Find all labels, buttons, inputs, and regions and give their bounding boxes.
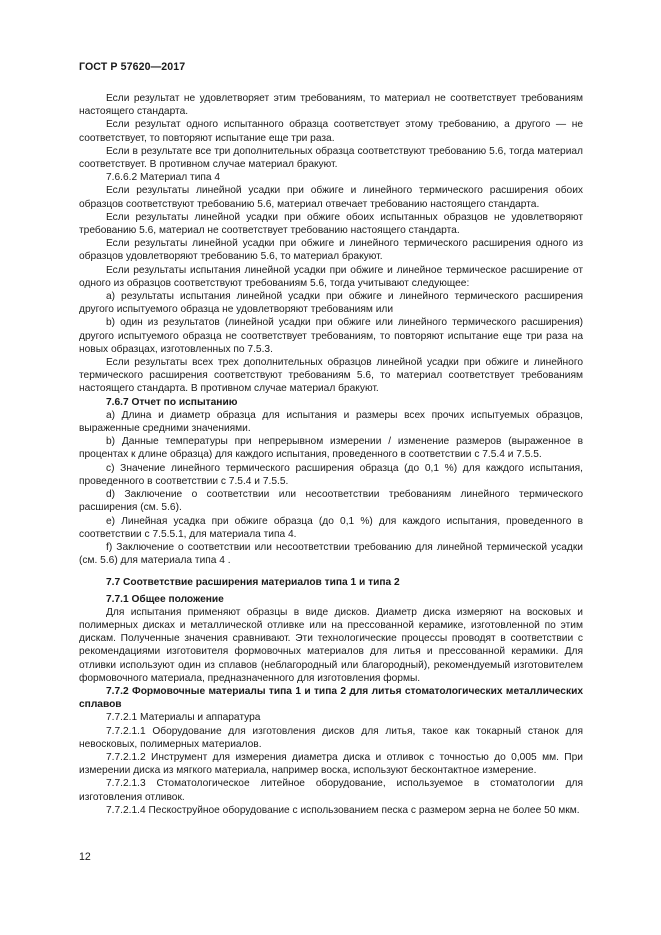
paragraph: Если в результате все три дополнительных образца соответствуют требованию 5.6, тогда материал соответствует. В противном случае материал бракуют.: [79, 145, 583, 171]
section-heading: 7.7.2 Формовочные материалы типа 1 и типа 2 для литья стоматологических металлических сплавов: [79, 685, 583, 711]
section-heading: 7.6.7 Отчет по испытанию: [106, 396, 238, 408]
section-heading: 7.7.1 Общее положение: [106, 593, 224, 605]
subsection-heading: 7.6.6.2 Материал типа 4: [106, 172, 221, 184]
paragraph: 7.7.2.1.4 Пескоструйное оборудование с использованием песка с размером зерна не более 50 мкм.: [106, 804, 580, 816]
document-header: ГОСТ Р 57620—2017: [79, 61, 186, 73]
list-item: b) Данные температуры при непрерывном измерении / изменение размеров (выраженное в процентах к длине образца) для каждого испытания, проведенного в соответствии с 7.5.4 и 7.5.5.: [79, 436, 583, 461]
list-item: e) Линейная усадка при обжиге образца (до 0,1 %) для каждого испытания, проведенного в соответствии с 7.5.5.1, для материала типа 4.: [79, 515, 583, 540]
paragraph: Если результат одного испытанного образца соответствует этому требованию, а другого — не соответствует, то повторяют испытание еще три раза.: [79, 119, 583, 144]
section-heading: 7.7 Соответствие расширения материалов типа 1 и типа 2: [106, 577, 400, 589]
paragraph: Если результат не удовлетворяет этим требованиям, то материал не соответствует требованиям настоящего стандарта.: [79, 93, 583, 118]
document-body: [79, 92, 583, 817]
paragraph: Если результаты всех трех дополнительных образцов линейной усадки при обжиге и линейного термического расширения соответствуют требованиям 5.6, то материал соответствует требованиям настоящего стандарта. В противном случае материал бракуют.: [79, 357, 583, 395]
paragraph: 7.7.2.1.1 Оборудование для изготовления дисков для литья, такое как токарный станок для невосковых, полимерных материалов.: [79, 725, 583, 750]
paragraph: Если результаты линейной усадки при обжиге обоих испытанных образцов не удовлетворяют требованию 5.6, материал не соответствует требованию настоящего стандарта.: [79, 211, 583, 237]
paragraph: 7.7.2.1.3 Стоматологическое литейное оборудование, используемое в стоматологии для изготовления отливок.: [79, 778, 583, 803]
page-number: 12: [79, 851, 91, 863]
list-item: d) Заключение о соответствии или несоответствии требованиям линейного термического расширения (см. 5.6).: [79, 489, 583, 514]
paragraph: Если результаты линейной усадки при обжиге и линейного термического расширения одного из образцов удовлетворяют требованию 5.6, то материал бракуют.: [79, 238, 583, 263]
list-item: f) Заключение о соответствии или несоответствии требованию для линейной термической усадки (см. 5.6) для материала типа 4 .: [79, 541, 583, 567]
paragraph: Если результаты линейной усадки при обжиге и линейного термического расширения обоих образцов соответствуют требованию 5.6, материал отвечает требованию настоящего стандарта.: [79, 185, 583, 210]
list-item: а) результаты испытания линейной усадки при обжиге и линейного термического расширения другого испытуемого образца не удовлетворяют требованиям или: [79, 291, 583, 316]
list-item: b) один из результатов (линейной усадки при обжиге или линейного термического расширения) другого испытуемого образца не соответствует требованиям, то повторяют испытание еще три раза на новых образцах, изготовленных по 7.5.3.: [79, 317, 583, 355]
paragraph: Если результаты испытания линейной усадки при обжиге и линейное термическое расширение от одного из образцов соответствуют требованиям 5.6, тогда учитывают следующее:: [79, 264, 583, 289]
list-item: c) Значение линейного термического расширения образца (до 0,1 %) для каждого испытания, проведенного в соответствии с 7.5.4 и 7.5.5.: [79, 462, 583, 487]
subsection-heading: 7.7.2.1 Материалы и аппаратура: [106, 712, 261, 724]
paragraph: 7.7.2.1.2 Инструмент для измерения диаметра диска и отливок с точностью до 0,005 мм. При измерении диска из мягкого материала, например воска, используют бесконтактное измерение.: [79, 751, 583, 777]
paragraph: Для испытания применяют образцы в виде дисков. Диаметр диска измеряют на восковых и полимерных дисках и металлической отливке или на прессованной керамике, изготовленной по этим дискам. Полученные значения сравнивают. Эти технологические процессы проводят в соответствии с рекомендациями изготовителя формовочных материалов для литья и прессованной керамики. Для отливки используют один из сплавов (неблагородный или благородный), рекомендуемый изготовителем формовочного материала, предназначенного для изготовления формы.: [79, 606, 583, 684]
list-item: a) Длина и диаметр образца для испытания и размеры всех прочих испытуемых образцов, выраженные средними значениями.: [79, 409, 583, 435]
spacer: [79, 567, 583, 576]
